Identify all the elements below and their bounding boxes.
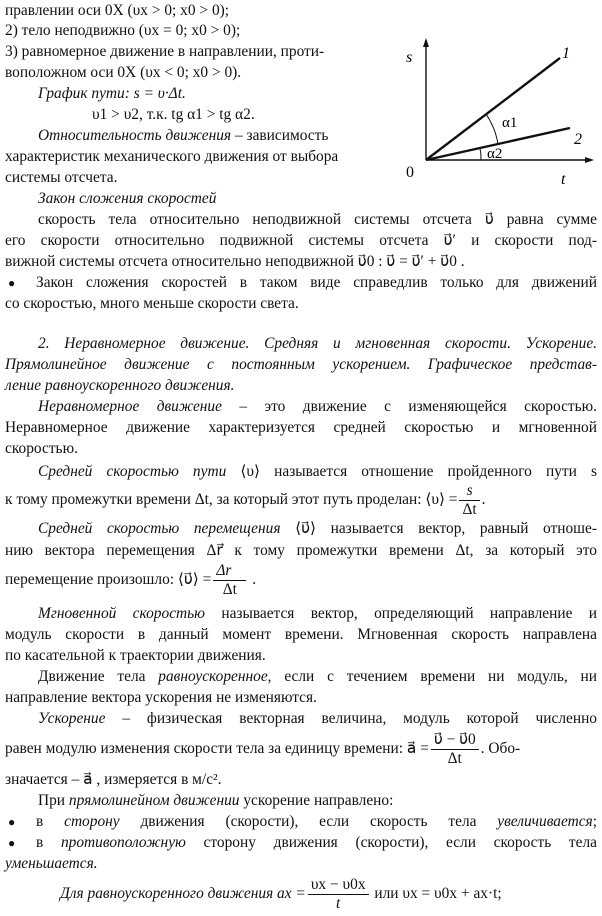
frac-den: Δt — [447, 749, 462, 767]
frac-den: Δt — [462, 500, 477, 518]
line-27 — [38, 603, 597, 624]
line-13: вижной системы отсчета относительно неподвижной υ⃗0 : υ⃗ = υ⃗′ + υ⃗0 . — [5, 253, 465, 270]
angle-label-1: α1 — [502, 115, 518, 131]
line-label-2: 2 — [574, 131, 582, 148]
line-14: Закон сложения скоростей в таком виде справедлив только для движений — [36, 274, 597, 291]
avg-disp-fraction — [213, 562, 246, 599]
relativity-text: – зависимость — [231, 127, 329, 144]
straight-motion-a: При — [38, 792, 69, 809]
frac-den: t — [336, 894, 341, 912]
term-acceleration: Ускорение — [38, 710, 106, 727]
line-12: его скорости относительно подвижной системы отсчета υ⃗′ и скорости под- — [5, 232, 597, 249]
term-nonuniform: Неравномерное движение — [38, 398, 222, 415]
avg-path-formula-text: к тому промежутки времени Δt, за который этот путь проделан: ⟨υ⟩ = — [5, 491, 458, 508]
frac-num: Δr⃗ — [213, 562, 246, 581]
frac-num: s — [459, 482, 479, 501]
line-36 — [36, 811, 597, 832]
line-9: системы отсчета. — [5, 169, 118, 186]
line-34: значается – a⃗ , измеряется в м/с². — [5, 771, 222, 788]
avg-path-text: ⟨υ⟩ называется отношение пройденного пути s — [226, 463, 597, 480]
line-28: модуль скорости в данный момент времени. Мгновенная скорость направлена — [5, 626, 597, 643]
line-37 — [36, 832, 597, 853]
line-32 — [38, 708, 597, 729]
line-35 — [38, 790, 597, 811]
line-15: со скоростью, много меньше скорости света. — [5, 295, 299, 312]
instant-speed-text: называется вектор, определяющий направление и — [205, 605, 597, 622]
bullet-icon: ● — [8, 276, 16, 290]
uniform-accel-text-a: Движение тела — [38, 668, 159, 685]
line-39 — [60, 874, 590, 914]
avg-path-fraction — [459, 482, 479, 519]
section-heading-1: 2. Неравномерное движение. Средняя и мгновенная скорости. Ускорение. — [38, 335, 597, 352]
frac-den: Δt — [222, 580, 237, 598]
uniform-accel-formula-text: Для равноускоренного движения ax = — [60, 885, 306, 902]
velocity-formula-text: или υx = υ0x + ax·t; — [370, 885, 502, 902]
frac-num: υx − υ0x — [308, 876, 369, 895]
accel-formula-tail: . Обо- — [480, 740, 521, 757]
term-instant-speed: Мгновенной скоростью — [38, 605, 205, 622]
term-avg-disp-speed: Средней скоростью перемещения — [38, 520, 281, 537]
term-straight-motion: прямолинейном движении — [68, 792, 240, 809]
term-uniform-accel: равноускоренное — [158, 668, 268, 685]
line-29: по касательной к траектории движения. — [5, 647, 266, 664]
list-item-2: 2) тело неподвижно (υx = 0; x0 > 0); — [5, 22, 241, 39]
accel-x-fraction — [308, 876, 369, 913]
line-24 — [38, 518, 597, 539]
section-heading-2: Прямолинейное движение с постоянным ускорением. Графическое представ- — [5, 356, 597, 373]
relativity-definition — [38, 125, 388, 146]
line-23: к тому промежутки времени Δt, за который этот путь проделан: ⟨υ⟩ = $\frac{s}{\Delta t}$ . — [5, 481, 486, 518]
line-26: перемещение произошло: ⟨υ⃗⟩ = $\frac{\Delta r⃗}{\Delta t}$ . — [5, 561, 257, 598]
line-25: нию вектора перемещения Δr⃗ к тому промежутки времени Δt, за который это — [5, 542, 597, 559]
nonuniform-text: – это движение с изменяющейся скоростью. — [221, 398, 597, 415]
b1-e: ; — [592, 813, 597, 830]
accel-formula-text: равен модулю изменения скорости тела за единицу времени: a⃗ = — [5, 740, 429, 757]
line-30 — [38, 666, 597, 687]
b2-a: в — [36, 834, 61, 851]
line-33 — [5, 728, 597, 770]
velocity-addition-heading: Закон сложения скоростей — [38, 190, 217, 207]
line-8: характеристик механического движения от выбора — [5, 148, 339, 165]
list-item-3: 3) равномерное движение в направлении, проти- — [5, 43, 325, 60]
line-31: направление вектора ускорения не изменяются. — [5, 689, 317, 706]
b1-b: сторону — [64, 813, 120, 830]
term-relativity: Относительность движения — [38, 127, 232, 144]
line-38: уменьшается. — [5, 855, 98, 872]
b1-c: движения (скорости), если скорость тела — [119, 813, 498, 830]
accel-fraction — [431, 731, 479, 768]
section-heading-3: ление равноускоренного движения. — [5, 377, 235, 394]
axis-label-t: t — [561, 171, 566, 188]
bullet-icon: ● — [8, 815, 16, 829]
b2-c: сторону движения (скорости), если скорость тела — [185, 834, 597, 851]
line-21: скоростью. — [5, 440, 78, 457]
term-avg-path-speed: Средней скоростью пути — [38, 463, 227, 480]
line-20: Неравномерное движение характеризуется средней скоростью и мгновенной — [5, 419, 597, 436]
b1-d: увеличивается — [497, 813, 593, 830]
b2-b: противоположную — [60, 834, 186, 851]
line-11: скорость тела относительно неподвижной системы отсчета υ⃗ равна сумме — [38, 211, 597, 228]
line-1: правлении оси 0X (υx > 0; x0 > 0); — [5, 2, 230, 19]
axis-label-s: s — [406, 49, 413, 66]
line-4: воположном оси 0X (υx < 0; x0 > 0). — [5, 64, 242, 81]
line-19 — [38, 396, 597, 417]
avg-disp-text: ⟨υ⃗⟩ называется вектор, равный отноше- — [280, 520, 597, 537]
line-label-1: 1 — [562, 45, 570, 62]
straight-motion-c: ускорение направлено: — [239, 792, 394, 809]
angle-label-2: α2 — [487, 146, 503, 162]
bullet-icon: ● — [8, 836, 16, 850]
avg-disp-formula-text: перемещение произошло: ⟨υ⃗⟩ = — [5, 571, 212, 588]
b1-a: в — [36, 813, 65, 830]
uniform-accel-text-c: , если с течением времени ни модуль, ни — [267, 668, 597, 685]
origin-label: 0 — [406, 164, 414, 181]
acceleration-text: – физическая векторная величина, модуль которой численно — [105, 710, 597, 727]
speed-comparison: υ1 > υ2, т.к. tg α1 > tg α2. — [92, 106, 255, 123]
frac-num: υ⃗ − υ⃗0 — [431, 731, 479, 750]
path-graph-formula: График пути: s = υ·Δt. — [38, 85, 186, 102]
